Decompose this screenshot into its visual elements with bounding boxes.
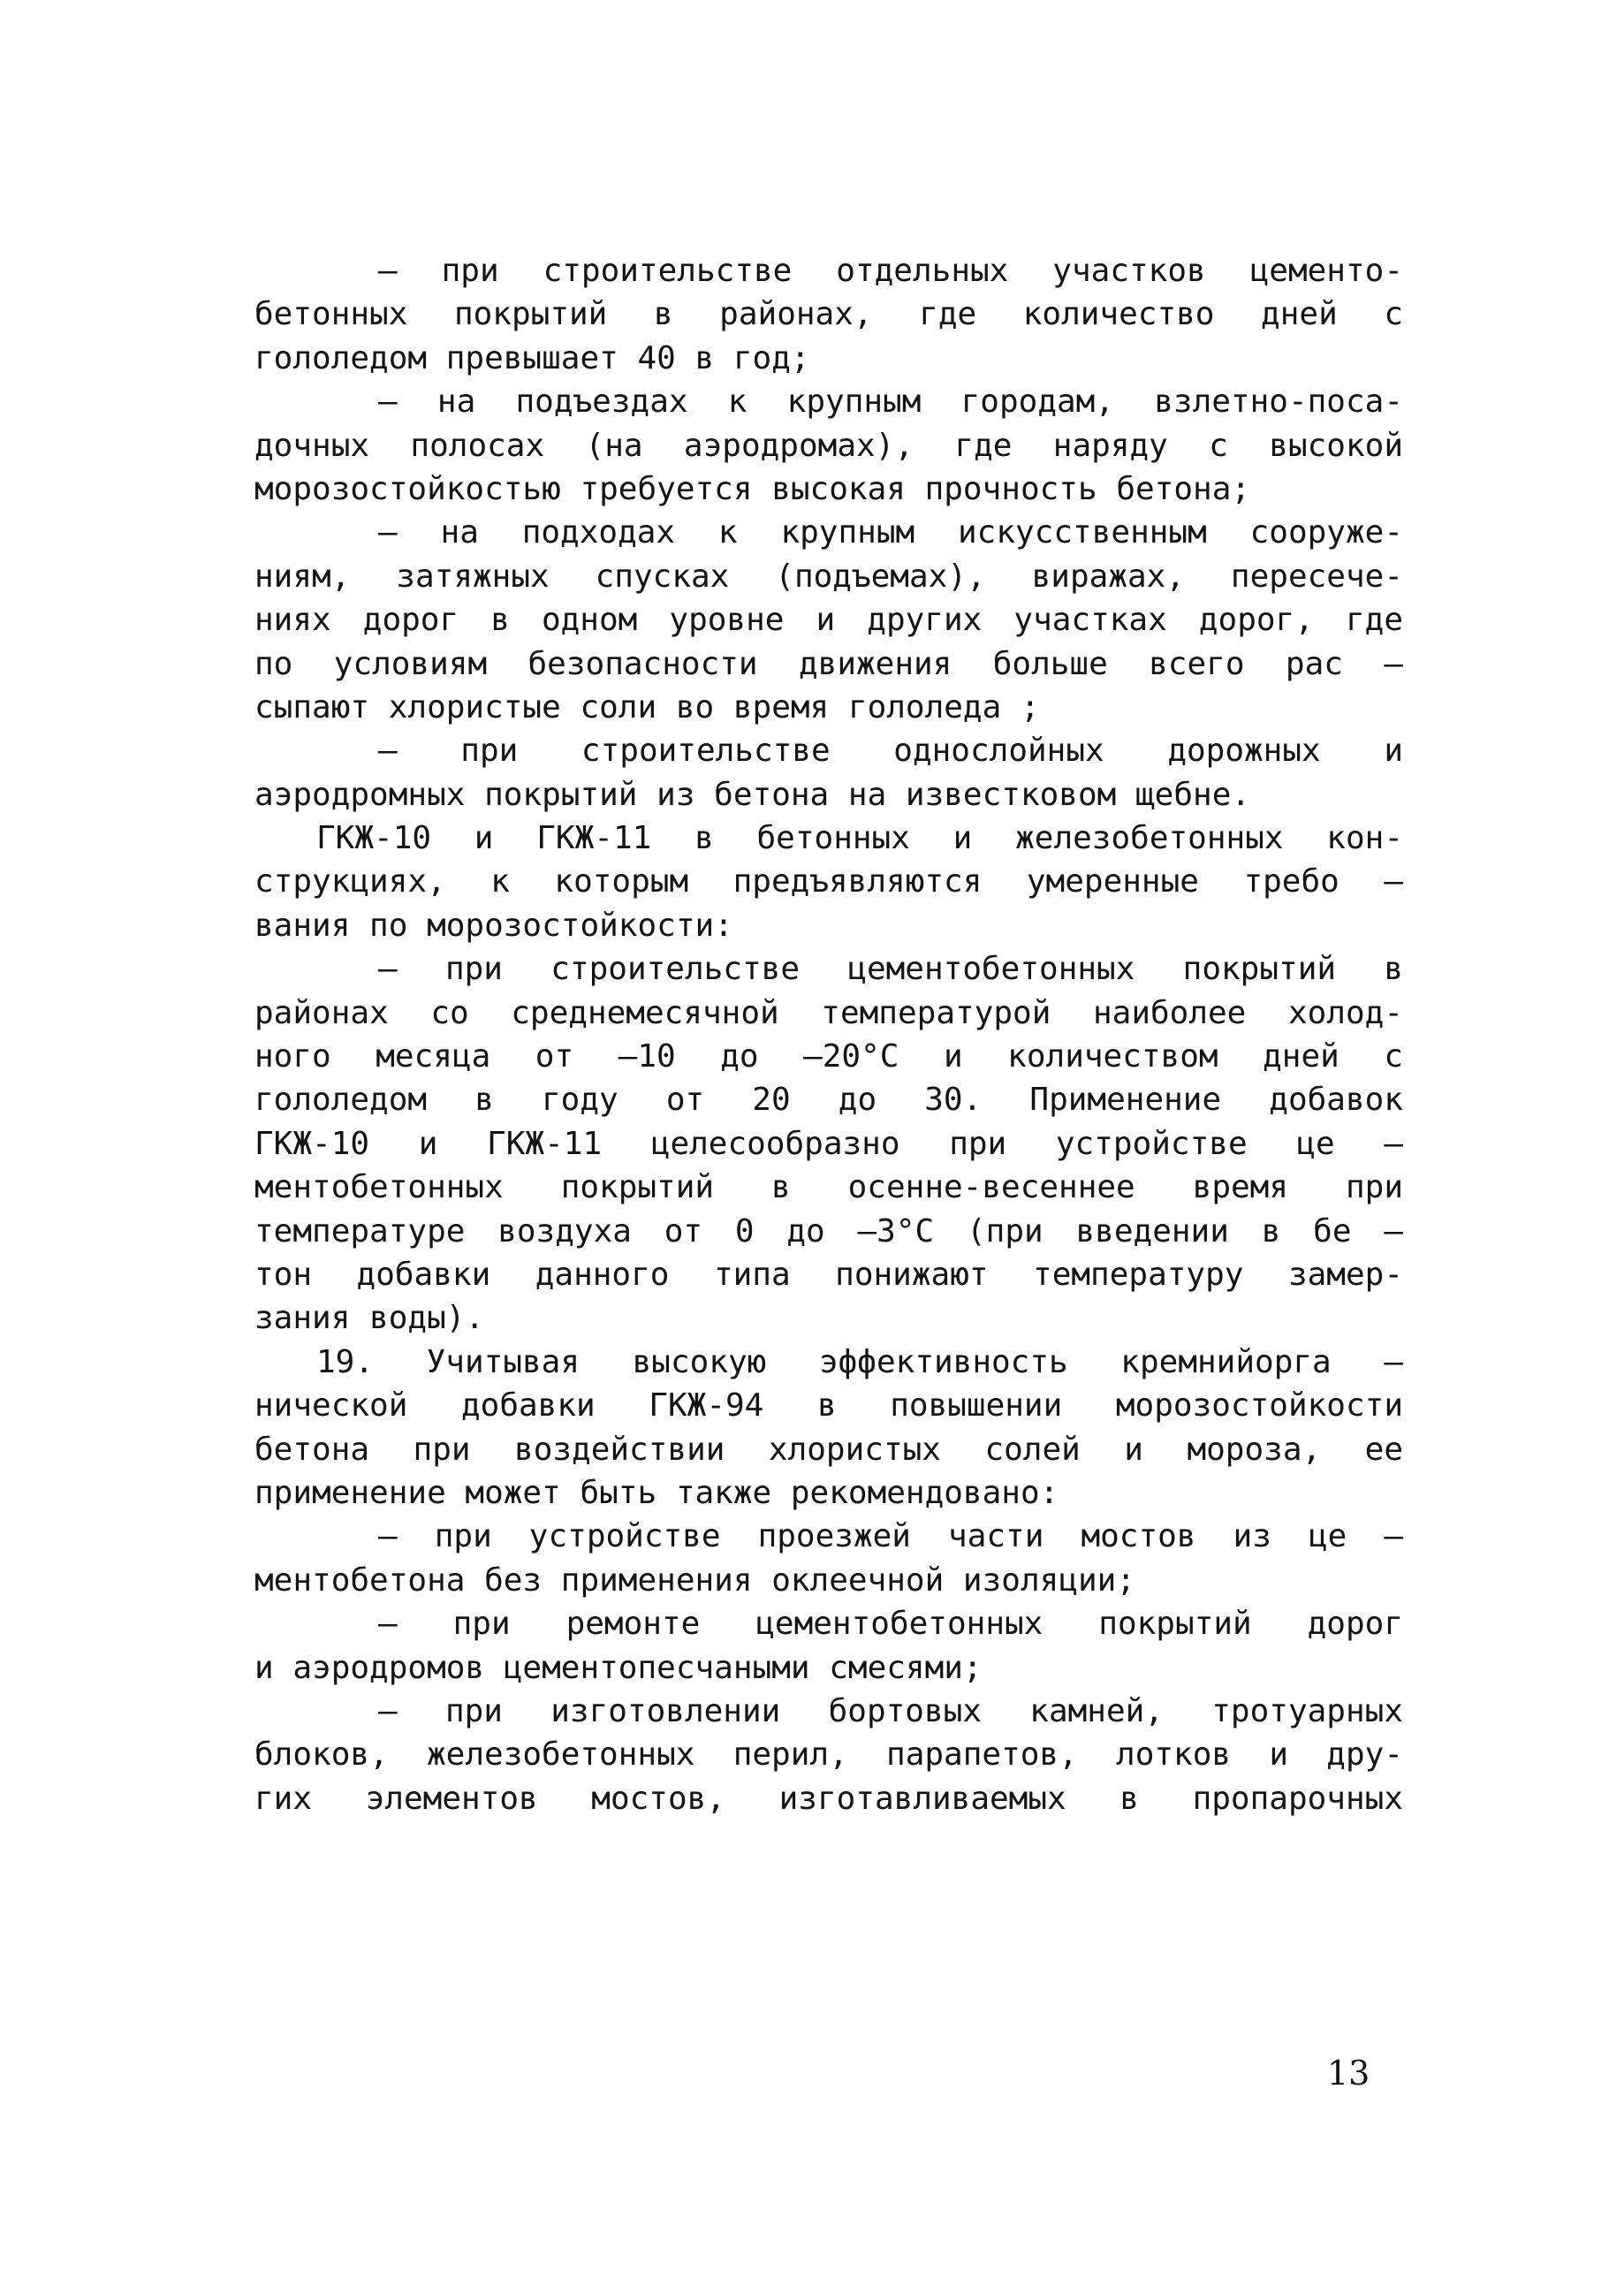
text-line: – при ремонте цементобетонных покрытий дорог xyxy=(378,1606,1403,1643)
text-line: применение может быть также рекомендовано: xyxy=(254,1474,1059,1511)
text-line: температуре воздуха от 0 до –3°С (при введении в бе – xyxy=(254,1212,1403,1250)
text-line: сыпают хлористые соли во время гололеда ; xyxy=(254,688,1040,725)
text-line: гололедом в году от 20 до 30. Применение добавок xyxy=(254,1082,1403,1119)
text-line: дочных полосах (на аэродромах), где наряду с высокой xyxy=(254,427,1403,464)
text-line: – при строительстве отдельных участков цементо- xyxy=(378,253,1403,289)
text-line: – при изготовлении бортовых камней, тротуарных xyxy=(378,1692,1403,1729)
text-line: бетонных покрытий в районах, где количество дней с xyxy=(254,296,1403,333)
text-line: струкциях, к которым предъявляются умеренные требо – xyxy=(254,863,1403,900)
text-line: блоков, железобетонных перил, парапетов, лотков и дру- xyxy=(254,1736,1403,1774)
text-line: бетона при воздействии хлористых солей и мороза, ее xyxy=(254,1431,1403,1468)
text-line: ментобетонных покрытий в осенне-весеннее время при xyxy=(254,1169,1403,1206)
text-line: ГКЖ-10 и ГКЖ-11 целесообразно при устройстве це – xyxy=(254,1125,1403,1162)
text-line: тон добавки данного типа понижают температуру замер- xyxy=(254,1256,1403,1293)
text-line: зания воды). xyxy=(254,1300,485,1337)
text-line: вания по морозостойкости: xyxy=(254,907,733,944)
text-line: 19. Учитывая высокую эффективность кремнийорга – xyxy=(316,1343,1403,1380)
body-text xyxy=(254,249,1403,1820)
text-line: – при устройстве проезжей части мостов из це – xyxy=(378,1518,1403,1555)
text-line: гололедом превышает 40 в год; xyxy=(254,339,810,376)
text-line: районах со среднемесячной температурой наиболее холод- xyxy=(254,994,1403,1031)
text-line: – на подъездах к крупным городам, взлетно-поса- xyxy=(378,384,1403,421)
text-line: и аэродромов цементопесчаными смесями; xyxy=(254,1649,983,1686)
text-line: гих элементов мостов, изготавливаемых в пропарочных xyxy=(254,1780,1403,1817)
text-line: ментобетона без применения оклеечной изоляции; xyxy=(254,1561,1135,1599)
text-line: – на подходах к крупным искусственным сооруже- xyxy=(378,514,1403,551)
page-number: 13 xyxy=(1327,2054,1370,2093)
text-line: ниях дорог в одном уровне и других участках дорог, где xyxy=(254,602,1403,639)
text-line: нической добавки ГКЖ-94 в повышении морозостойкости xyxy=(254,1387,1403,1424)
text-line: морозостойкостью требуется высокая прочность бетона; xyxy=(254,470,1251,507)
text-line: ного месяца от –10 до –20°С и количеством дней с xyxy=(254,1038,1403,1075)
text-line: – при строительстве однослойных дорожных и xyxy=(378,733,1403,770)
text-line: по условиям безопасности движения больше всего рас – xyxy=(254,645,1403,682)
text-line: ниям, затяжных спусках (подъемах), виражах, пересече- xyxy=(254,558,1403,595)
text-line: аэродромных покрытий из бетона на известковом щебне. xyxy=(254,776,1251,813)
text-line: ГКЖ-10 и ГКЖ-11 в бетонных и железобетонных кон- xyxy=(316,820,1403,857)
text-line: – при строительстве цементобетонных покрытий в xyxy=(378,951,1403,988)
